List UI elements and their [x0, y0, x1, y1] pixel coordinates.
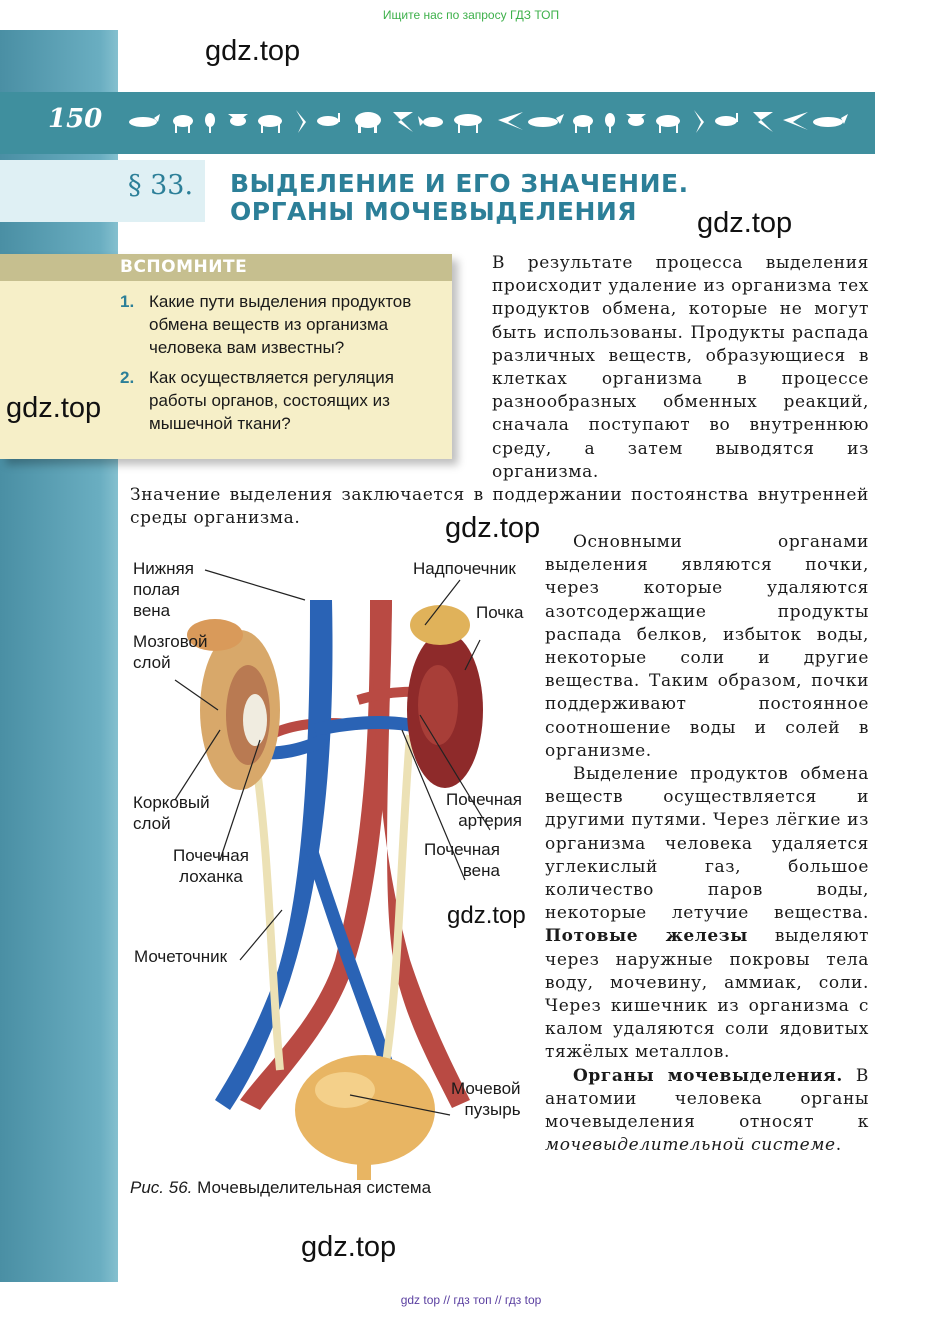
urinary-system-term: мочевыделительной системе	[545, 1135, 836, 1156]
watermark: gdz.top	[6, 392, 102, 424]
question-text: Как осуществляется регуляция работы органов, состоящих из мышечной ткани?	[149, 368, 394, 433]
question-number: 2.	[120, 368, 135, 387]
bottom-banner: gdz top // гдз топ // гдз top	[400, 1293, 542, 1307]
label-renal-artery: Почечная артерия	[446, 790, 522, 830]
label-bladder: Мочевой пузырь	[451, 1079, 521, 1119]
figure-number: Рис. 56.	[130, 1178, 193, 1197]
paragraph-3: Основными органами выделения являются почки, через которые удаляются азотсодержащие продукты распада белков, избыток воды, некоторые соли и другие вещества. Таким образом, почки поддерживают постоянное соотношение воды и солей в организме.	[545, 532, 869, 761]
watermark: gdz.top	[447, 902, 526, 929]
paragraph-4-part-1: Выделение продуктов обмена веществ осуществляется и другими путями. Через лёгкие из организма человека удаляется углекислый газ, большое количество паров воды, некоторые летучие вещества.	[545, 764, 869, 924]
right-column-text	[545, 531, 869, 1157]
watermark: gdz.top	[445, 512, 541, 544]
label-vena-cava: Нижняя полая вена	[133, 559, 194, 620]
watermark: gdz.top	[697, 207, 793, 239]
watermark: gdz.top	[205, 35, 301, 67]
recall-box	[0, 254, 452, 459]
paragraph-intro	[492, 252, 869, 484]
paragraph-1: В результате процесса выделения происходит удаление из организма тех продуктов обмена, которые не могут быть использованы. Продукты распада различных веществ, образующиеся в клетках организма в процессе разнообразных обменных реакций, сначала поступают во внутреннюю среду, а затем выводятся из организма.	[492, 253, 869, 482]
page-number: 150	[48, 104, 103, 134]
top-banner: Ищите нас по запросу ГДЗ ТОП	[0, 0, 942, 30]
figure-caption	[130, 1178, 431, 1198]
paragraph-4-part-2: выделяют через наружные покровы тела воду, мочевину, аммиак, соли. Через кишечник из организма с калом удаляются соли ядовитых тяжёлых металлов.	[545, 926, 869, 1063]
paragraph-4	[545, 763, 869, 1065]
question-number: 1.	[120, 292, 135, 311]
label-medulla: Мозговой слой	[133, 632, 208, 672]
recall-heading-bar	[0, 254, 452, 281]
title-line-2: ОРГАНЫ МОЧЕВЫДЕЛЕНИЯ	[230, 197, 638, 226]
label-kidney: Почка	[476, 603, 524, 622]
paragraph-5	[545, 1065, 869, 1158]
section-title	[230, 170, 689, 226]
label-renal-pelvis: Почечная лоханка	[173, 846, 249, 886]
paragraph-5-end: .	[835, 1135, 842, 1156]
section-number: § 33.	[128, 170, 194, 201]
animal-silhouettes-decoration	[128, 106, 848, 136]
label-adrenal: Надпочечник	[413, 559, 516, 578]
paragraph-2: Значение выделения заключается в поддержании постоянства внутренней среды организма.	[130, 485, 869, 529]
sweat-glands-term: Потовые железы	[545, 926, 748, 947]
question-text: Какие пути выделения продуктов обмена веществ из организма человека вам известны?	[149, 292, 412, 357]
title-line-1: ВЫДЕЛЕНИЕ И ЕГО ЗНАЧЕНИЕ.	[230, 169, 689, 198]
figure-title: Мочевыделительная система	[192, 1178, 432, 1197]
urinary-organs-term: Органы мочевыделения.	[573, 1065, 843, 1086]
right-gutter	[875, 30, 942, 1282]
watermark: gdz.top	[301, 1231, 397, 1263]
label-ureter: Мочеточник	[134, 947, 228, 966]
recall-heading: ВСПОМНИТЕ	[120, 257, 248, 277]
paragraph-5-part-1: В анатомии человека органы мочевыделения относят к	[545, 1065, 869, 1133]
label-cortex: Корковый слой	[133, 793, 210, 833]
textbook-page	[0, 30, 942, 1282]
label-renal-vein: Почечная вена	[424, 840, 500, 880]
